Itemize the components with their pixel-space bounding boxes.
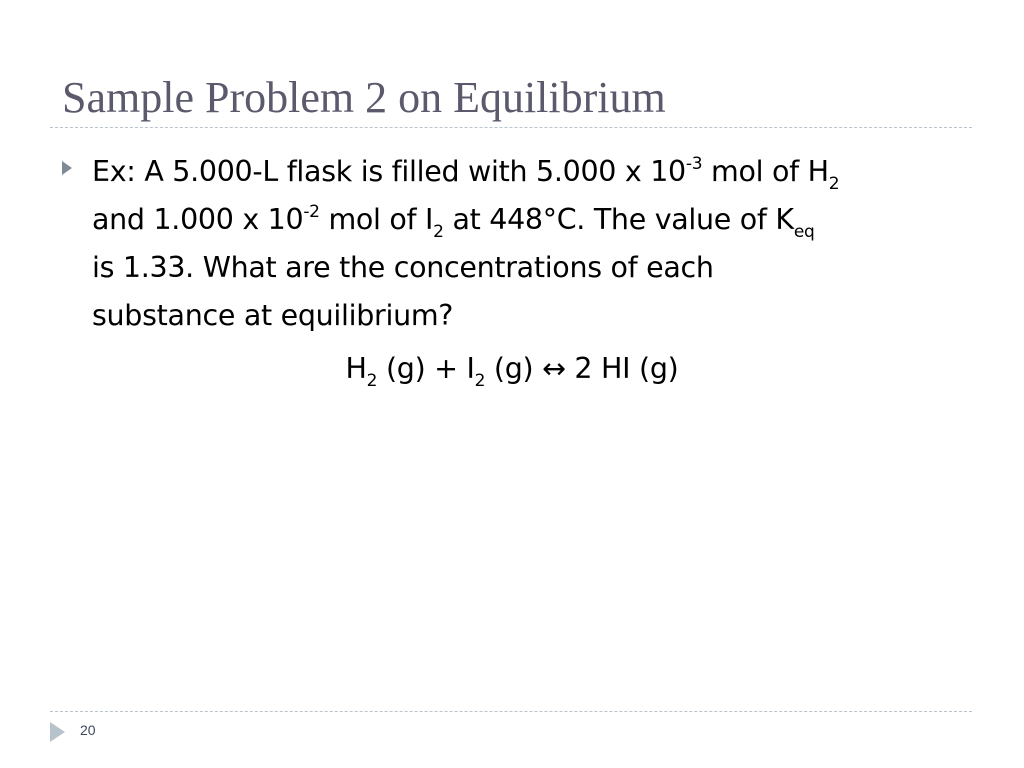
line1-text-b: mol of H bbox=[702, 155, 829, 188]
problem-line-1 bbox=[92, 148, 962, 196]
reaction-equation bbox=[0, 345, 1024, 393]
triangle-bullet-icon bbox=[62, 161, 72, 175]
line2-text-a: and 1.000 x 10 bbox=[92, 203, 304, 236]
equation-i-subscript: 2 bbox=[474, 371, 486, 391]
bullet-text bbox=[92, 148, 962, 340]
equation-part-2: (g) ↔ 2 HI (g) bbox=[485, 352, 679, 385]
subscript-h2: 2 bbox=[828, 174, 840, 194]
equation-h: H bbox=[345, 352, 367, 385]
exponent-1: -3 bbox=[685, 154, 703, 174]
subscript-eq: eq bbox=[793, 222, 815, 242]
subscript-i2: 2 bbox=[433, 222, 444, 242]
equation-h-subscript: 2 bbox=[366, 371, 378, 391]
title-divider bbox=[50, 127, 972, 128]
problem-line-3: is 1.33. What are the concentrations of each bbox=[92, 251, 714, 284]
equation-part-1: (g) + I bbox=[377, 352, 475, 385]
slide-number: 20 bbox=[80, 722, 96, 738]
slide-title: Sample Problem 2 on Equilibrium bbox=[62, 73, 666, 122]
exponent-2: -2 bbox=[303, 202, 320, 222]
footer-divider bbox=[50, 711, 972, 712]
problem-line-2 bbox=[92, 196, 962, 244]
line2-text-b: mol of I bbox=[319, 203, 434, 236]
line1-text-a: Ex: A 5.000-L flask is filled with 5.000 x 10 bbox=[92, 155, 686, 188]
line2-text-c: at 448°C. The value of K bbox=[443, 203, 794, 236]
footer-triangle-icon bbox=[50, 722, 65, 742]
problem-line-4: substance at equilibrium? bbox=[92, 299, 454, 332]
